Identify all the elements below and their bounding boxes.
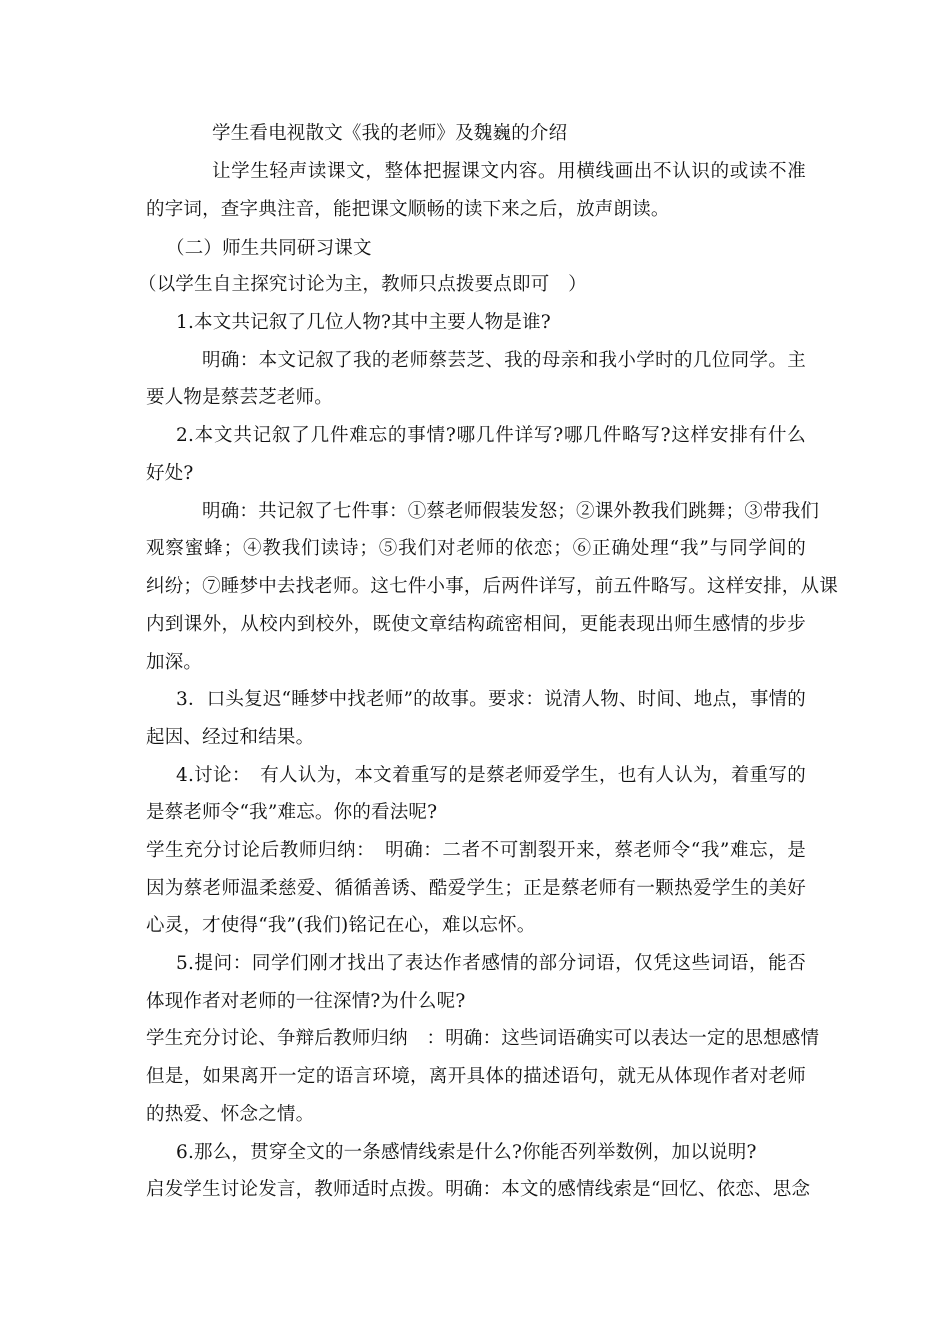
text-line: 内到课外，从校内到校外，既使文章结构疏密相间，更能表现出师生感情的步步 <box>146 614 806 635</box>
text-line: 纠纷；⑦睡梦中去找老师。这七件小事，后两件详写，前五件略写。这样安排，从课 <box>146 576 838 597</box>
text-line: 让学生轻声读课文，整体把握课文内容。用横线画出不认识的或读不准 <box>212 161 806 182</box>
text-line: 要人物是蔡芸芝老师。 <box>146 387 334 408</box>
question-line: 6.那么，贯穿全文的一条感情线索是什么?你能否列举数例，加以说明? <box>176 1142 757 1163</box>
text-line: 观察蜜蜂；④教我们读诗；⑤我们对老师的依恋；⑥正确处理“我”与同学间的 <box>146 538 806 559</box>
text-line: 加深。 <box>146 652 203 673</box>
text-line: 好处? <box>146 463 194 484</box>
text-line: 但是，如果离开一定的语言环境，离开具体的描述语句，就无从体现作者对老师 <box>146 1066 806 1087</box>
text-line: 的热爱、怀念之情。 <box>146 1104 315 1125</box>
text-line: 是蔡老师令“我”难忘。你的看法呢? <box>146 802 438 823</box>
text-line: 启发学生讨论发言，教师适时点拨。明确：本文的感情线索是“回忆、依恋、思念 <box>146 1179 811 1200</box>
text-line: 体现作者对老师的一往深情?为什么呢? <box>146 991 466 1012</box>
text-line: 起因、经过和结果。 <box>146 727 315 748</box>
text-line: 学生看电视散文《我的老师》及魏巍的介绍 <box>212 123 568 144</box>
question-line: 4.讨论： 有人认为，本文着重写的是蔡老师爱学生，也有人认为，着重写的 <box>176 765 806 786</box>
text-line: 的字词，查字典注音，能把课文顺畅的读下来之后，放声朗读。 <box>146 199 670 220</box>
question-line: 1.本文共记叙了几位人物?其中主要人物是谁? <box>176 312 551 333</box>
text-line: 因为蔡老师温柔慈爱、循循善诱、酷爱学生；正是蔡老师有一颗热爱学生的美好 <box>146 878 806 899</box>
question-line: 5.提问：同学们刚才找出了表达作者感情的部分词语，仅凭这些词语，能否 <box>176 953 806 974</box>
question-line: 2.本文共记叙了几件难忘的事情?哪几件详写?哪几件略写?这样安排有什么 <box>176 425 806 446</box>
text-line: 明确：共记叙了七件事：①蔡老师假装发怒；②课外教我们跳舞；③带我们 <box>202 501 820 522</box>
text-line: 明确：本文记叙了我的老师蔡芸芝、我的母亲和我小学时的几位同学。主 <box>202 350 806 371</box>
text-line: 心灵，才使得“我”(我们)铭记在心，难以忘怀。 <box>146 915 536 936</box>
text-line: （以学生自主探究讨论为主，教师只点拨要点即可 ） <box>138 274 587 295</box>
text-line: 学生充分讨论后教师归纳： 明确：二者不可割裂开来，蔡老师令“我”难忘，是 <box>146 840 806 861</box>
question-line: 3．口头复迟“睡梦中找老师”的故事。要求：说清人物、时间、地点，事情的 <box>176 689 806 710</box>
text-line: 学生充分讨论、争辩后教师归纳 ：明确：这些词语确实可以表达一定的思想感情 <box>146 1028 820 1049</box>
section-heading: （二）师生共同研习课文 <box>166 238 372 259</box>
